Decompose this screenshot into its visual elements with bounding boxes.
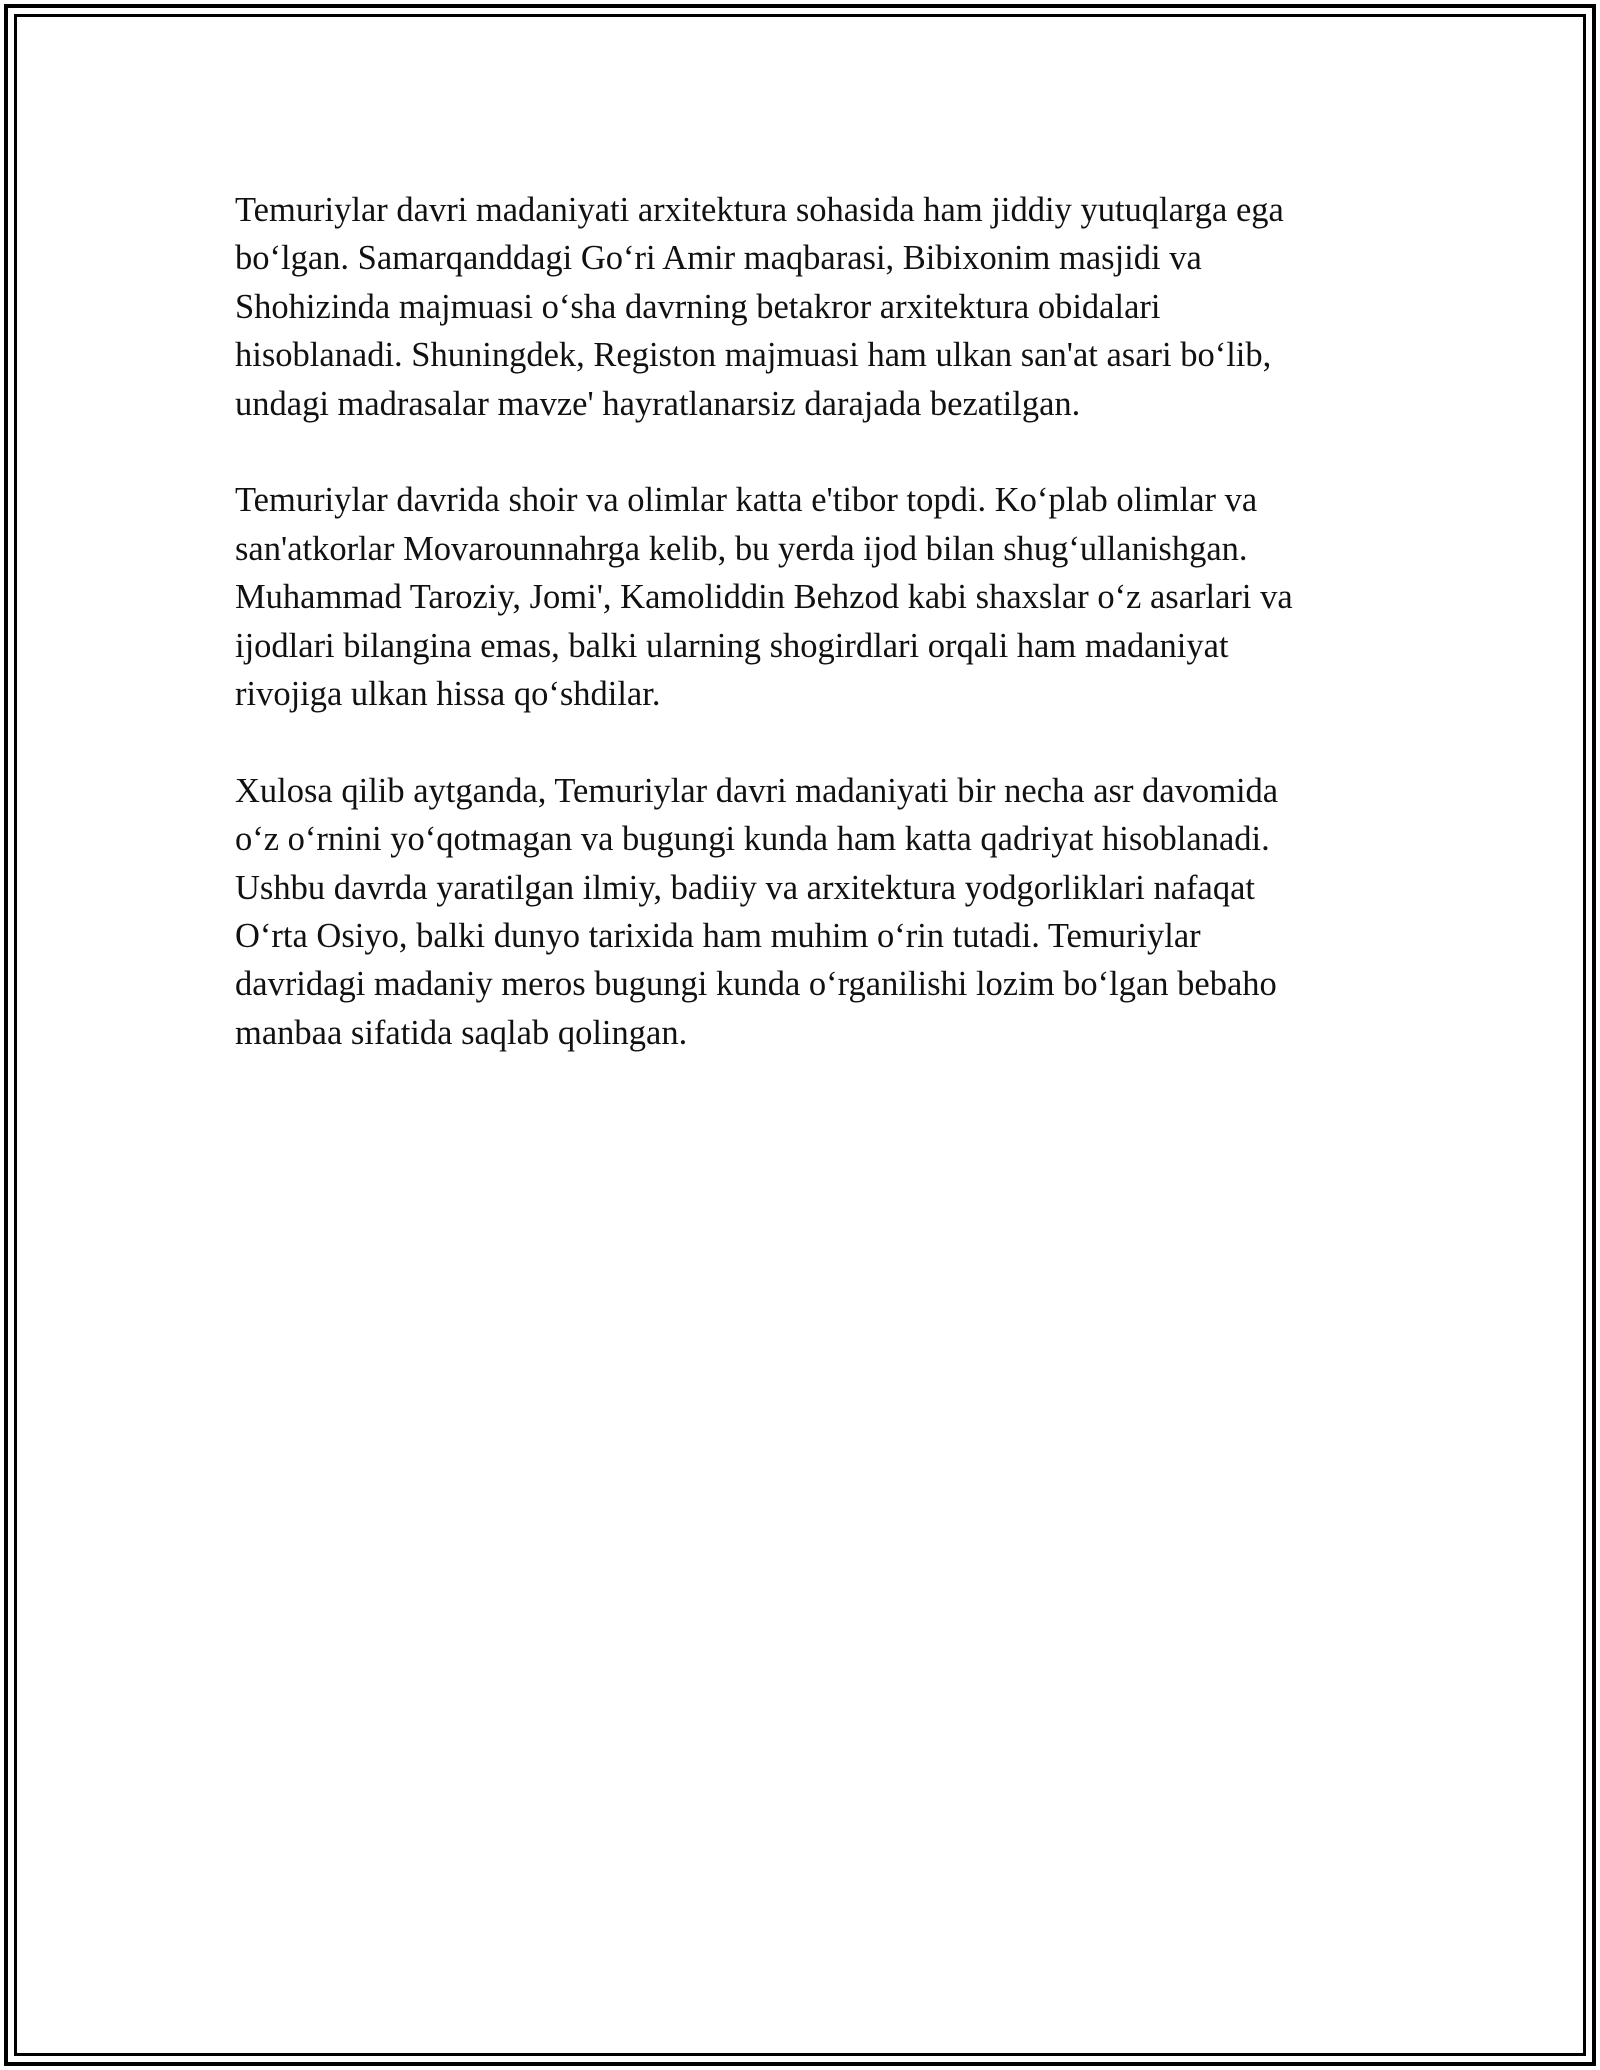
paragraph-architecture: Temuriylar davri madaniyati arxitektura sohasida ham jiddiy yutuqlarga ega bo‘lgan. Samarqanddagi Go‘ri Amir maqbarasi, Bibixonim masjidi va Shohizinda majmuasi o‘sha davrning betakror arxitektura obidalari hisoblanadi. Shuningdek, Registon majmuasi ham ulkan san'at asari bo‘lib, undagi madrasalar mavze' hayratlanarsiz darajada bezatilgan.	[235, 191, 1284, 423]
document-body	[235, 186, 1385, 1106]
paragraph-scholars: Temuriylar davrida shoir va olimlar katta e'tibor topdi. Ko‘plab olimlar va san'atkorlar Movarounnahrga kelib, bu yerda ijod bilan shug‘ullanishgan. Muhammad Taroziy, Jomi', Kamoliddin Behzod kabi shaxslar o‘z asarlari va ijodlari bilangina emas, balki ularning shogirdlari orqali ham madaniyat rivojiga ulkan hissa qo‘shdilar.	[235, 481, 1293, 714]
paragraph-conclusion: Xulosa qilib aytganda, Temuriylar davri madaniyati bir necha asr davomida o‘z o‘rnini yo‘qotmagan va bugungi kunda ham katta qadriyat hisoblanadi. Ushbu davrda yaratilgan ilmiy, badiiy va arxitektura yodgorliklari nafaqat O‘rta Osiyo, balki dunyo tarixida ham muhim o‘rin tutadi. Temuriylar davridagi madaniy meros bugungi kunda o‘rganilishi lozim bo‘lgan bebaho manbaa sifatida saqlab qolingan.	[235, 771, 1279, 1052]
